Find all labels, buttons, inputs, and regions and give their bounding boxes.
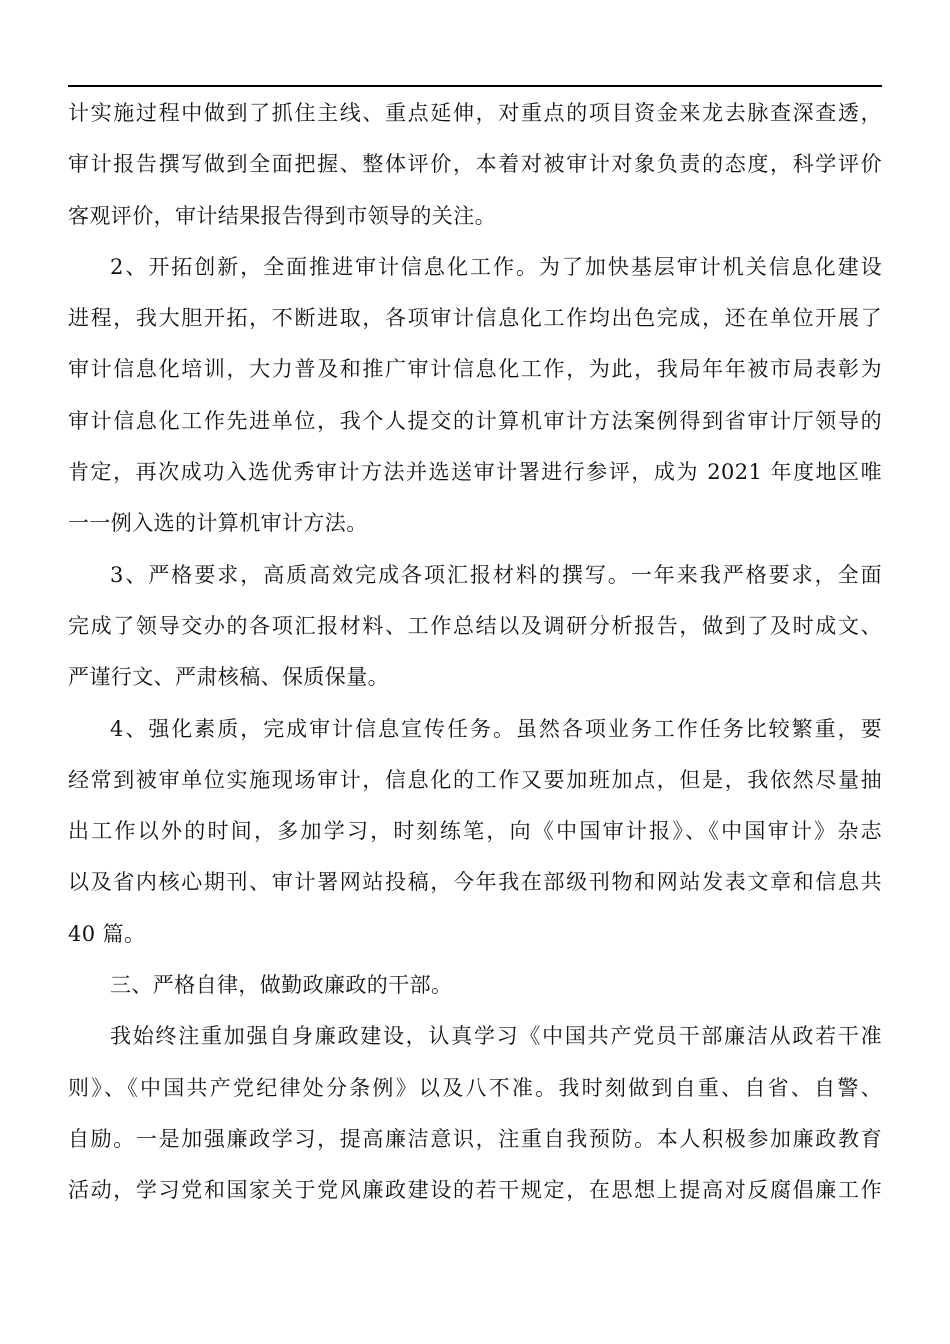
paragraph-start-line: 我始终注重加强自身廉政建设，认真学习《中国共产党员干部廉洁从政若干准 xyxy=(110,1024,882,1049)
text-line: 出工作以外的时间，多加学习，时刻练笔，向《中国审计报》、《中国审计》杂志 xyxy=(68,819,882,844)
text-line: 40 篇。 xyxy=(68,921,146,946)
text-line: 则》、《中国共产党纪律处分条例》以及八不准。我时刻做到自重、自省、自警、 xyxy=(68,1075,882,1100)
text-line: 客观评价，审计结果报告得到市领导的关注。 xyxy=(68,203,496,228)
text-line: 计实施过程中做到了抓住主线、重点延伸，对重点的项目资金来龙去脉查深查透， xyxy=(68,101,882,125)
text-line: 一一例入选的计算机审计方法。 xyxy=(68,511,368,536)
text-line: 进程，我大胆开拓，不断进取，各项审计信息化工作均出色完成，还在单位开展了 xyxy=(68,306,882,331)
text-line: 严谨行文、严肃核稿、保质保量。 xyxy=(68,665,389,690)
text-line: 审计报告撰写做到全面把握、整体评价，本着对被审计对象负责的态度，科学评价 xyxy=(68,152,882,177)
text-line: 肯定，再次成功入选优秀审计方法并选送审计署进行参评，成为 2021 年度地区唯 xyxy=(68,460,882,485)
text-line: 审计信息化培训，大力普及和推广审计信息化工作，为此，我局年年被市局表彰为 xyxy=(68,357,882,382)
section-heading: 三、严格自律，做勤政廉政的干部。 xyxy=(110,973,453,998)
text-line: 完成了领导交办的各项汇报材料、工作总结以及调研分析报告，做到了及时成文、 xyxy=(68,613,882,638)
text-line: 活动，学习党和国家关于党风廉政建设的若干规定，在思想上提高对反腐倡廉工作 xyxy=(68,1178,882,1203)
text-line: 审计信息化工作先进单位，我个人提交的计算机审计方法案例得到省审计厅领导的 xyxy=(68,408,882,433)
text-line: 自励。一是加强廉政学习，提高廉洁意识，注重自我预防。本人积极参加廉政教育 xyxy=(68,1126,882,1151)
paragraph-start-line: 4、强化素质，完成审计信息宣传任务。虽然各项业务工作任务比较繁重，要 xyxy=(110,716,882,741)
header-rule xyxy=(68,85,882,87)
paragraph-start-line: 3、严格要求，高质高效完成各项汇报材料的撰写。一年来我严格要求，全面 xyxy=(110,562,882,587)
text-line: 经常到被审单位实施现场审计，信息化的工作又要加班加点，但是，我依然尽量抽 xyxy=(68,767,882,792)
document-body xyxy=(68,88,882,1217)
paragraph-start-line: 2、开拓创新，全面推进审计信息化工作。为了加快基层审计机关信息化建设 xyxy=(110,254,882,279)
text-line: 以及省内核心期刊、审计署网站投稿，今年我在部级刊物和网站发表文章和信息共 xyxy=(68,870,882,895)
